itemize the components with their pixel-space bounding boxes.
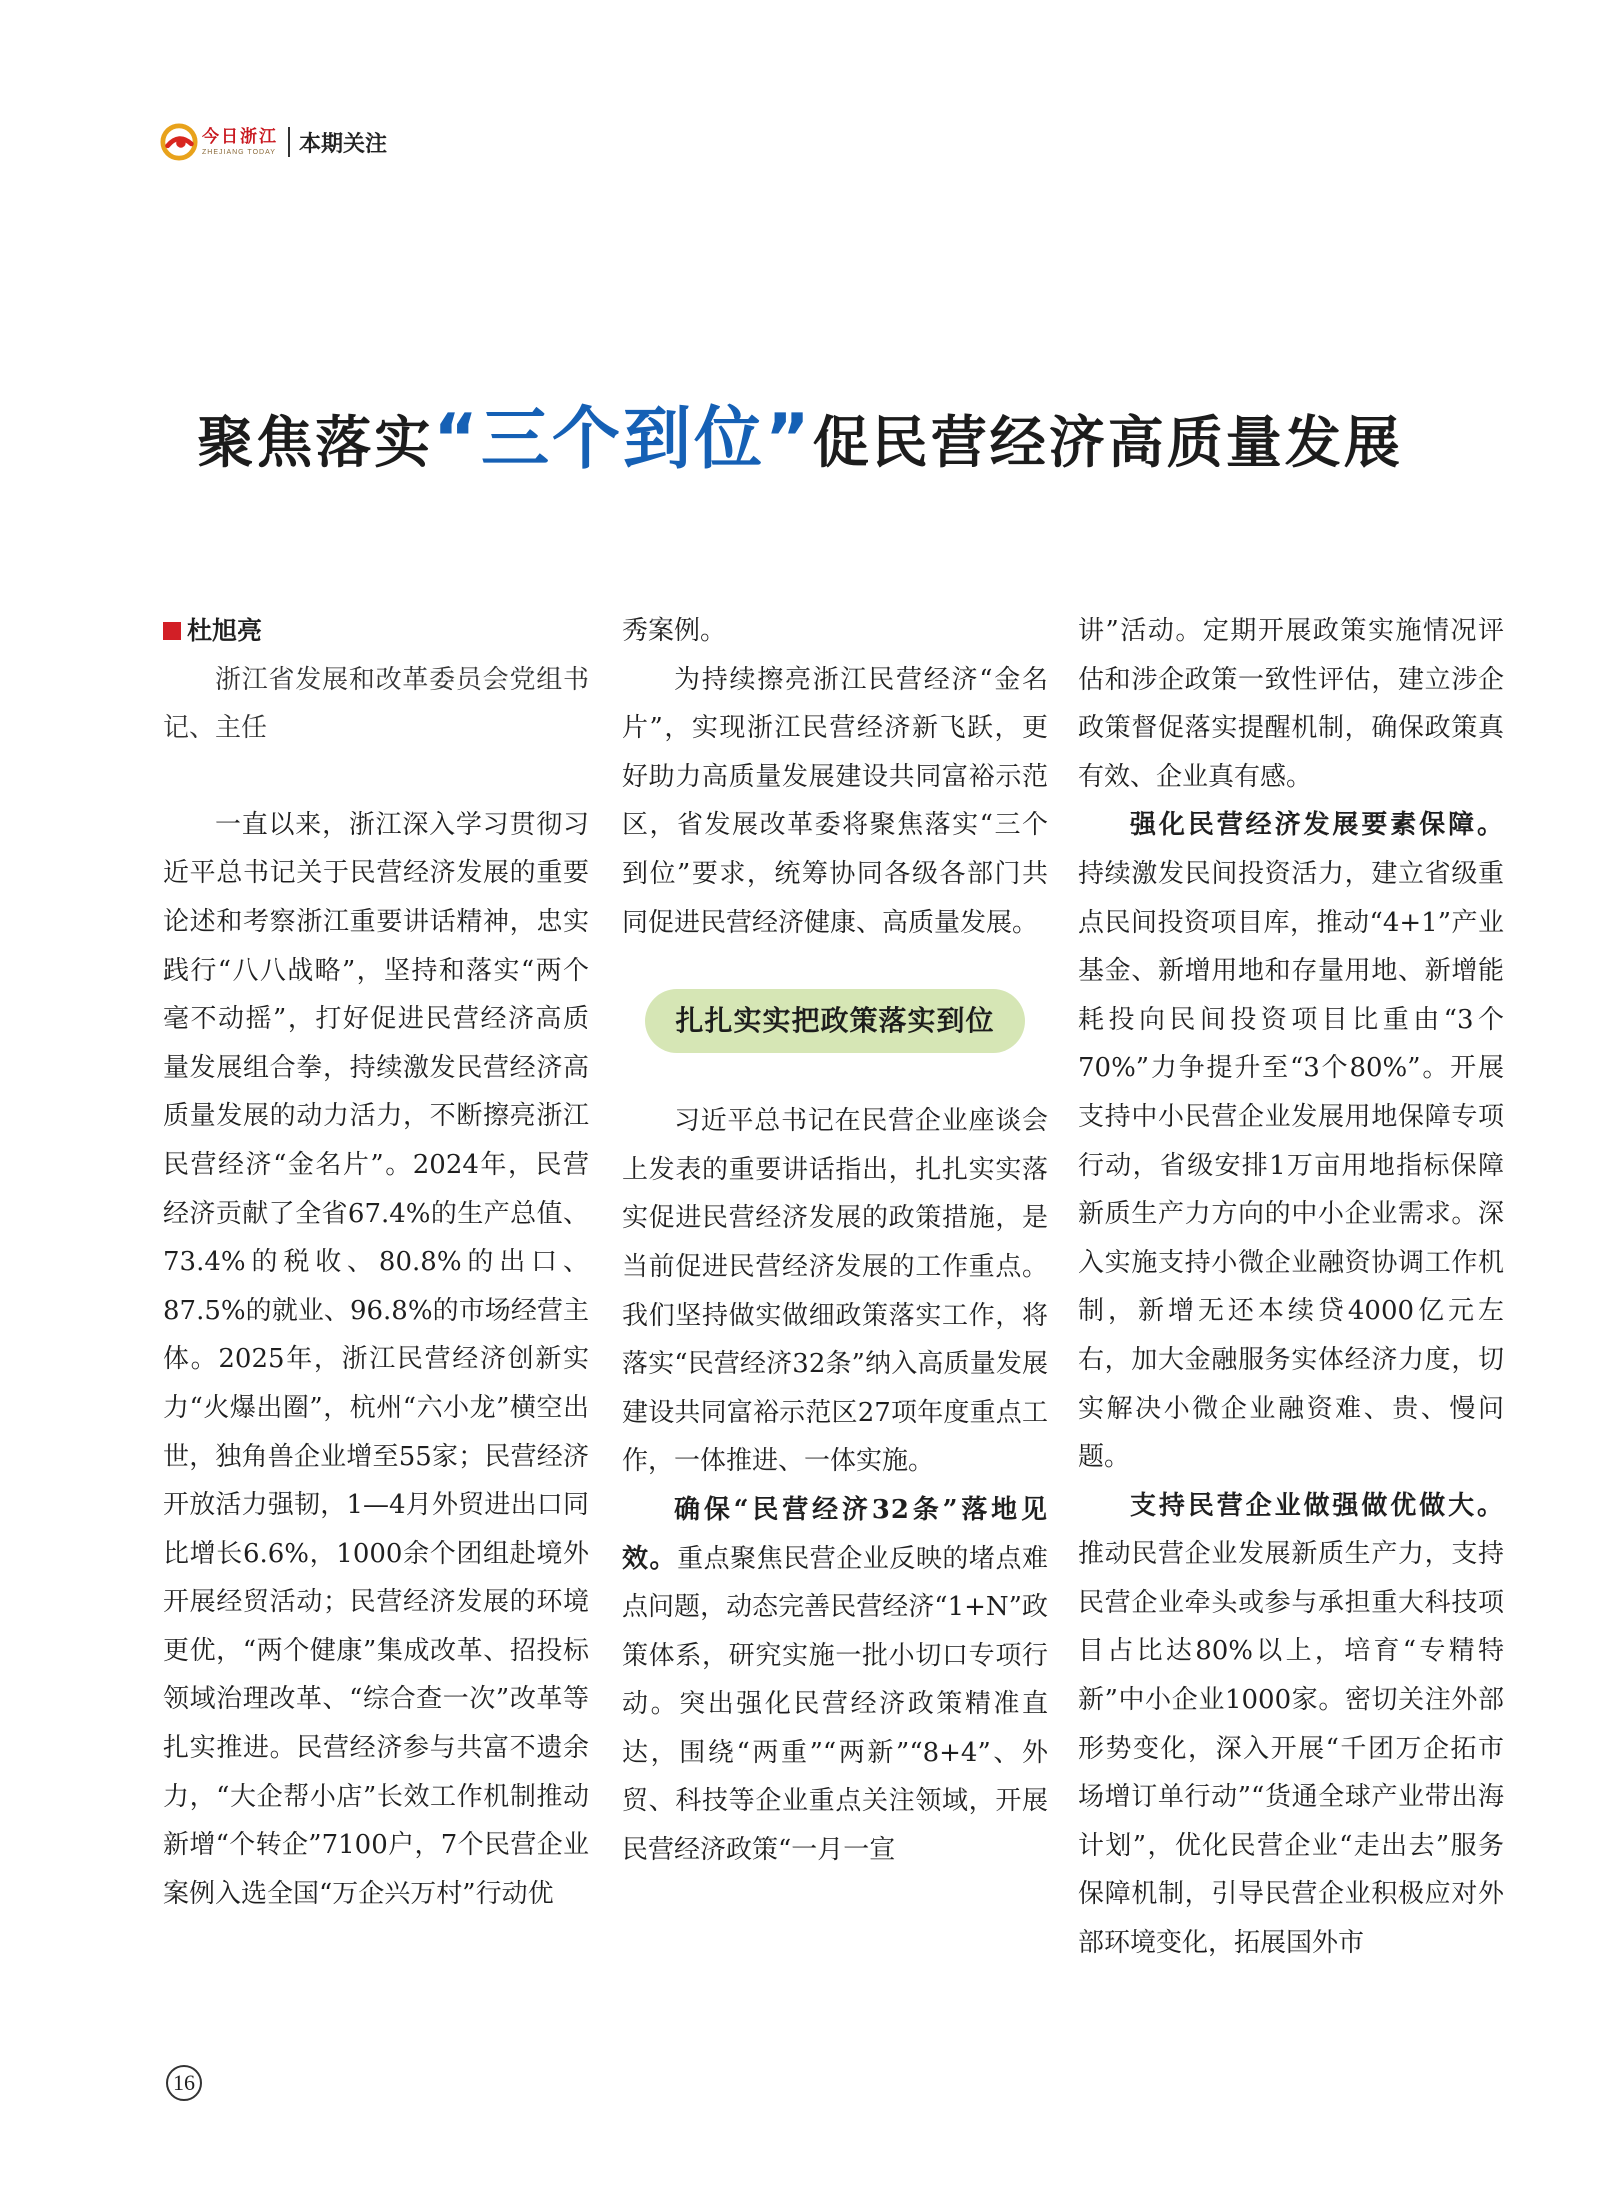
logo-english: ZHEJIANG TODAY (202, 148, 276, 156)
paragraph-policy: 习近平总书记在民营企业座谈会上发表的重要讲话指出，扎扎实实落实促进民营经济发展的政策措施，是当前促进民营经济发展的工作重点。我们坚持做实做细政策落实工作，将落实“民营经济32条”纳入高质量发展建设共同富裕示范区27项年度重点工作，一体推进、一体实施。 (622, 1106, 1048, 1477)
title-prefix: 聚焦落实 (197, 411, 434, 476)
author-role: 浙江省发展和改革委员会党组书记、主任 (163, 664, 589, 744)
logo-name: 今日浙江 (202, 126, 278, 147)
article-column-3 (1078, 607, 1504, 1968)
keyword-lead: 确保“民营经济32条”落地见效。 (622, 1494, 1048, 1574)
magazine-logo (160, 123, 278, 161)
keyword-lead: 支持民营企业做强做优做大。 (1130, 1490, 1504, 1521)
paragraph-stronger-enterprises: 支持民营企业做强做优做大。推动民营企业发展新质生产力，支持民营企业牵头或参与承担重大科技项目占比达80%以上，培育“专精特新”中小企业1000家。密切关注外部形势变化，深入开展“千团万企拓市场增订单行动”“货通全球产业带出海计划”，优化民营企业“走出去”服务保障机制，引导民营企业积极应对外部环境变化，拓展国外市 (1078, 1490, 1504, 1959)
title-suffix: 促民营经济高质量发展 (812, 411, 1403, 476)
article-column-2 (622, 607, 1048, 1875)
section-label: 本期关注 (299, 131, 388, 157)
article-title (0, 385, 1600, 482)
paragraph-intro: 一直以来，浙江深入学习贯彻习近平总书记关于民营经济发展的重要论述和考察浙江重要讲话精神，忠实践行“八八战略”，坚持和落实“两个毫不动摇”，打好促进民营经济高质量发展组合拳，持续激发民营经济高质量发展的动力活力，不断擦亮浙江民营经济“金名片”。2024年，民营经济贡献了全省67.4%的生产总值、73.4%的税收、80.8%的出口、87.5%的就业、96.8%的市场经营主体。2025年，浙江民营经济创新实力“火爆出圈”，杭州“六小龙”横空出世，独角兽企业增至55家；民营经济开放活力强韧，1—4月外贸进出口同比增长6.6%，1000余个团组赴境外开展经贸活动；民营经济发展的环境更优，“两个健康”集成改革、招投标领域治理改革、“综合查一次”改革等扎实推进。民营经济参与共富不遗余力，“大企帮小店”长效工作机制推动新增“个转企”7100户，7个民营企业案例入选全国“万企兴万村”行动优 (163, 809, 589, 1909)
author-byline (163, 607, 589, 656)
page-number: 16 (166, 2065, 202, 2101)
paragraph-goal: 为持续擦亮浙江民营经济“金名片”，实现浙江民营经济新飞跃，更好助力高质量发展建设共同富裕示范区，省发展改革委将聚焦落实“三个到位”要求，统筹协同各级各部门共同促进民营经济健康、高质量发展。 (622, 664, 1048, 938)
article-column-1 (163, 607, 589, 1918)
paragraph-intro-continued: 秀案例。 (622, 616, 727, 646)
paragraph-32-measures: 确保“民营经济32条”落地见效。重点聚焦民营企业反映的堵点难点问题，动态完善民营经济“1+N”政策体系，研究实施一批小切口专项行动。突出强化民营经济政策精准直达，围绕“两重”“两新”“8+4”、外贸、科技等企业重点关注领域，开展民营经济政策“一月一宣 (622, 1494, 1048, 1866)
paragraph-factor-guarantee: 强化民营经济发展要素保障。持续激发民间投资活力，建立省级重点民间投资项目库，推动“4+1”产业基金、新增用地和存量用地、新增能耗投向民间投资项目比重由“3个70%”力争提升至“3个80%”。开展支持中小民营企业发展用地保障专项行动，省级安排1万亩用地指标保障新质生产力方向的中小企业需求。深入实施支持小微企业融资协调工作机制，新增无还本续贷4000亿元左右，加大金融服务实体经济力度，切实解决小微企业融资难、贵、慢问题。 (1078, 810, 1504, 1473)
title-highlight: “三个到位” (433, 400, 813, 479)
keyword-lead: 强化民营经济发展要素保障。 (1130, 810, 1504, 841)
page-header (160, 120, 387, 164)
paragraph-32-measures-continued: 讲”活动。定期开展政策实施情况评估和涉企政策一致性评估，建立涉企政策督促落实提醒机制，确保政策真有效、企业真有感。 (1078, 616, 1504, 792)
author-name: 杜旭亮 (187, 616, 263, 645)
header-divider (288, 127, 290, 157)
logo-icon (160, 123, 198, 161)
byline-marker-icon (163, 622, 181, 640)
section-subheading: 扎扎实实把政策落实到位 (645, 989, 1024, 1053)
